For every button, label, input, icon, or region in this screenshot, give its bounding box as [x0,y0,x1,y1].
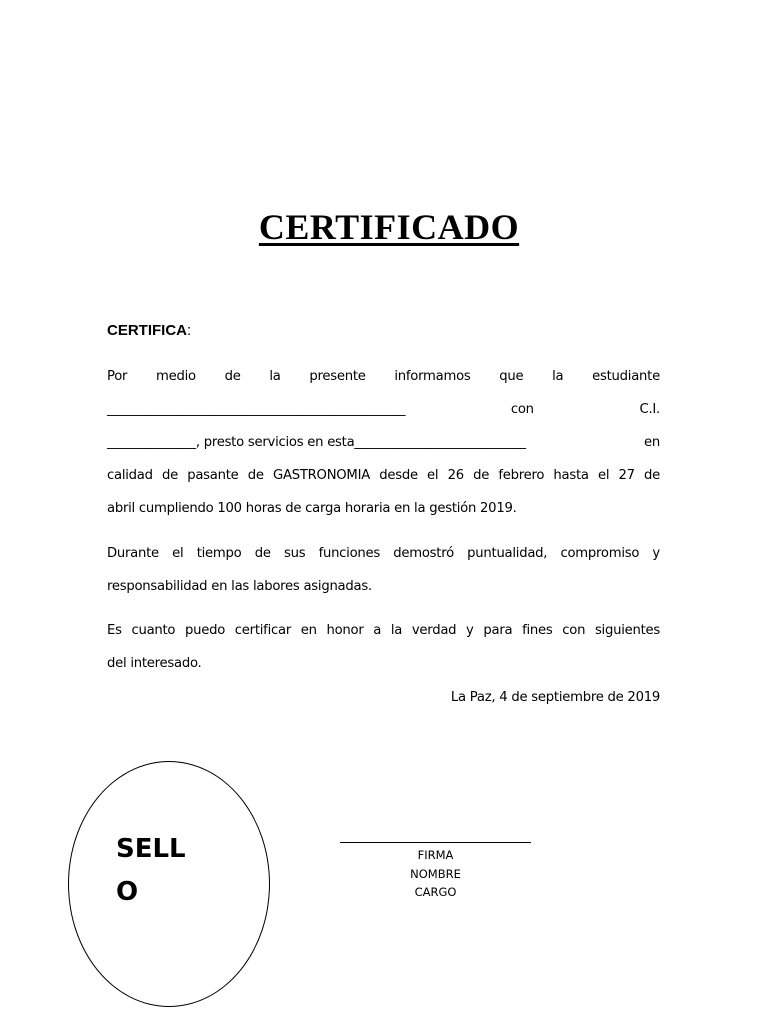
signature-nombre: NOMBRE [410,866,461,881]
word: la [552,369,564,384]
seal-text [116,828,196,914]
certifica-heading [107,322,191,339]
word: de [224,369,241,384]
paragraph-3 [107,614,660,680]
paragraph-3-line-2: del interesado. [107,656,202,671]
paragraph-1-line-2 [107,393,660,426]
paragraph-1 [107,360,660,525]
word: la [269,369,281,384]
certifica-colon: : [187,322,192,339]
signature-block [340,846,531,902]
seal-text-line-1: SELL [116,834,186,864]
word: con [510,402,534,417]
paragraph-2 [107,537,660,603]
signature-line-text [340,826,531,838]
word: en [644,435,660,450]
word: medio [156,369,196,384]
ci-and-institution-blanks: ______________, presto servicios en esta___________________________ [107,435,526,450]
word: estudiante [592,369,660,384]
paragraph-1-line-1 [107,360,660,393]
paragraph-3-line-1: Es cuanto puedo certificar en honor a la verdad y para fines con siguientes [107,623,660,638]
word: informamos [394,369,471,384]
place-date: La Paz, 4 de septiembre de 2019 [450,690,660,705]
paragraph-2-line-1: Durante el tiempo de sus funciones demostró puntualidad, compromiso y [107,546,660,561]
certifica-label: CERTIFICA [107,322,187,339]
paragraph-1-line-5: abril cumpliendo 100 horas de carga horaria en la gestión 2019. [107,501,517,516]
word: C.I. [639,402,660,417]
paragraph-1-line-4: calidad de pasante de GASTRONOMIA desde el 26 de febrero hasta el 27 de [107,468,660,483]
seal-text-line-2: O [116,877,139,907]
signature-firma: FIRMA [417,848,454,862]
document-title: CERTIFICADO [258,207,520,247]
word: presente [309,369,366,384]
student-name-blank: _______________________________________________ [107,402,406,417]
word: Por [107,369,128,384]
paragraph-1-line-3 [107,426,660,459]
signature-cargo: CARGO [414,885,457,899]
paragraph-2-line-2: responsabilidad en las labores asignadas. [107,579,372,594]
word: que [499,369,524,384]
signature-line [340,842,531,843]
